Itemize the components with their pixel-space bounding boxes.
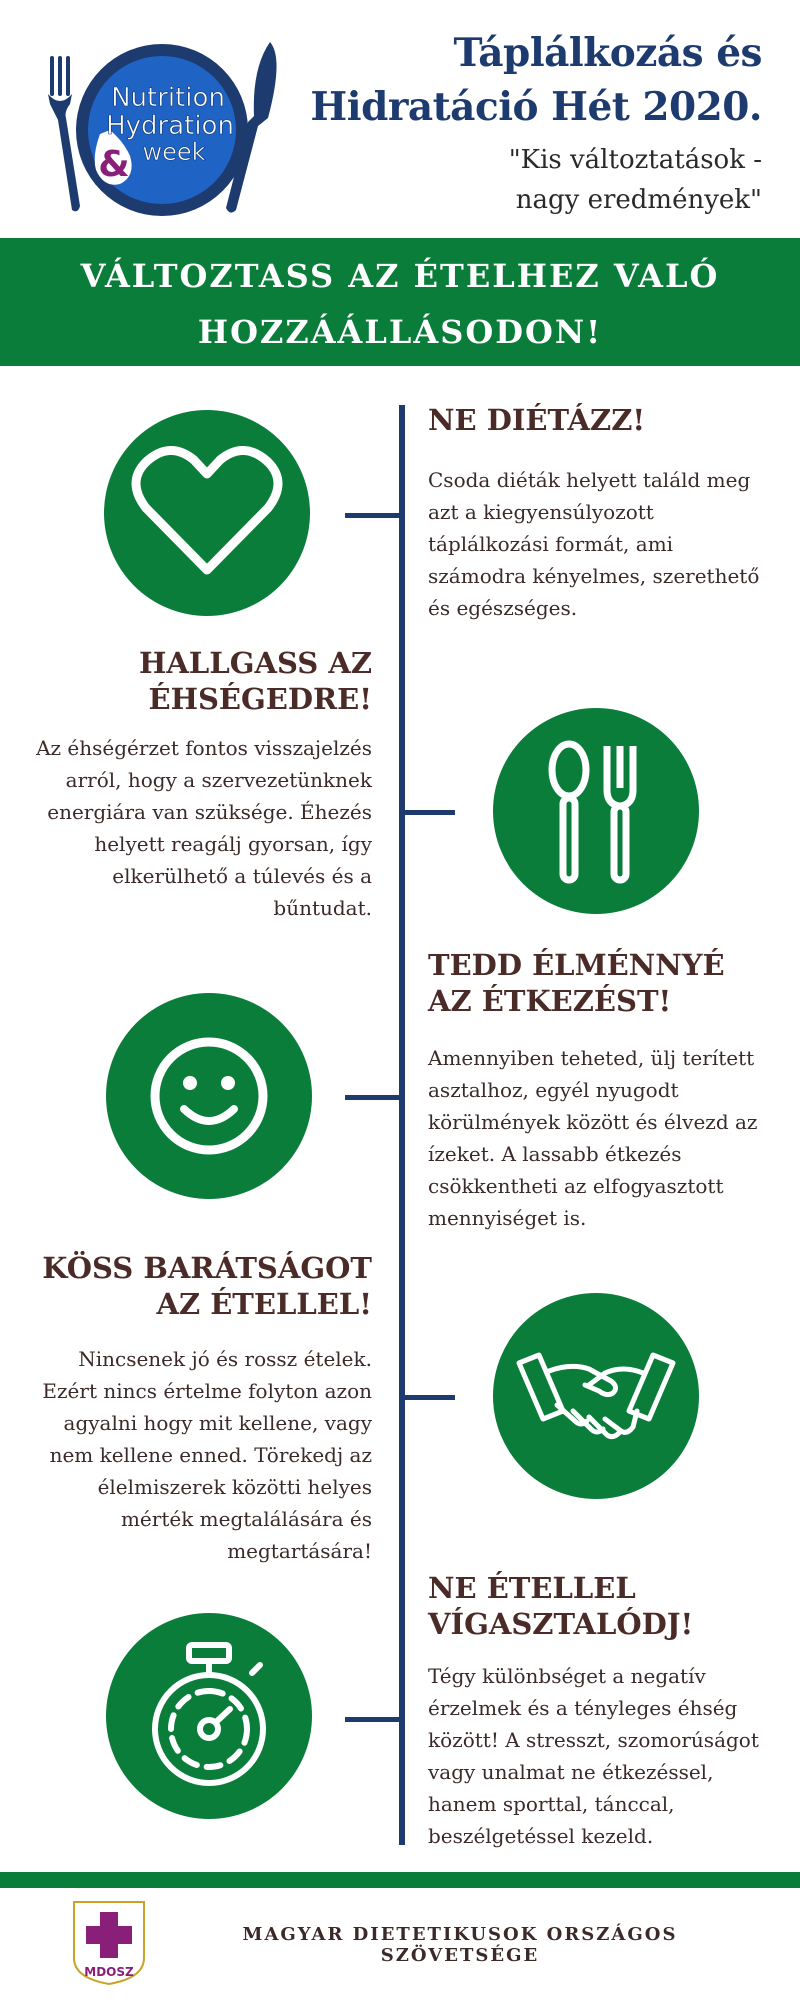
footer-divider	[0, 1872, 800, 1888]
banner-line2: HOZZÁÁLLÁSODON!	[197, 313, 603, 351]
timeline-connector	[345, 1717, 401, 1722]
title-line1: Táplálkozás és	[453, 30, 762, 76]
heading-line1: NE DIÉTÁZZ!	[428, 403, 646, 437]
spoon-fork-circle	[493, 708, 699, 914]
timeline-line	[399, 405, 405, 1845]
smiley-circle	[106, 993, 312, 1199]
timeline-connector	[403, 810, 455, 815]
logo-line2: Hydration	[106, 111, 234, 141]
title-line2: Hidratáció Hét 2020.	[310, 84, 762, 130]
mdosz-logo-text: MDOSZ	[84, 1965, 134, 1979]
section-heading	[70, 645, 372, 717]
handshake-circle	[493, 1293, 699, 1499]
heading-line1: HALLGASS AZ	[139, 646, 372, 680]
logo-ampersand: &	[98, 144, 130, 185]
organization-name: MAGYAR DIETETIKUSOK ORSZÁGOS SZÖVETSÉGE	[242, 1924, 678, 1966]
timeline-connector	[403, 1395, 455, 1400]
subtitle-line2: nagy eredmények"	[515, 185, 762, 215]
section-text: Az éhségérzet fontos visszajelzés arról, hogy a szervezetünknek energiára van szüksége. Éhezés helyett reagálj gyorsan, így elkerülhető a túlevés és a bűntudat.	[36, 736, 372, 920]
section-text: Tégy különbséget a negatív érzelmek és a tényleges éhség között! A stresszt, szomorúságot vagy unalmat ne étkezéssel, hanem sporttal, tánccal, beszélgetéssel kezeld.	[428, 1664, 759, 1848]
heading-line1: KÖSS BARÁTSÁGOT	[42, 1251, 372, 1285]
handshake-icon	[493, 1293, 699, 1499]
section-text: Nincsenek jó és rossz ételek. Ezért nincs értelme folyton azon agyalni hogy mit kellene, vagy nem kellene enned. Törekedj az élelmiszerek közötti helyes mérték megtalálására és megtartására!	[42, 1347, 372, 1563]
heart-circle	[104, 410, 310, 616]
stopwatch-circle	[106, 1613, 312, 1819]
page-subtitle	[292, 140, 762, 220]
stopwatch-icon	[106, 1613, 312, 1819]
smiley-icon	[106, 993, 312, 1199]
main-banner	[0, 238, 800, 366]
spoon-fork-icon	[493, 708, 699, 914]
section-text: Csoda diéták helyett találd meg azt a kiegyensúlyozott táplálkozási formát, ami számodra kényelmes, szerethető és egészséges.	[428, 468, 760, 620]
heading-line2: ÉHSÉGEDRE!	[148, 682, 372, 716]
nutrition-hydration-week-logo	[40, 38, 285, 218]
logo-line1: Nutrition	[111, 83, 225, 113]
heading-line1: NE ÉTELLEL	[428, 1571, 636, 1605]
section-text: Amennyiben teheted, ülj terített asztalhoz, egyél nyugodt körülmények között és élvezd az ízeket. A lassabb étkezés csökkentheti az elfogyasztott mennyiséget is.	[428, 1046, 758, 1230]
section-heading	[428, 402, 768, 438]
section-heading	[428, 1570, 768, 1642]
section-heading	[428, 947, 768, 1019]
mdosz-logo	[70, 1898, 148, 1986]
fork-icon	[48, 56, 80, 211]
heading-line1: TEDD ÉLMÉNNYÉ	[428, 948, 725, 982]
timeline-connector	[345, 513, 401, 518]
logo-line3: week	[142, 138, 206, 166]
section-heading	[20, 1250, 372, 1322]
heading-line2: VÍGASZTALÓDJ!	[428, 1607, 694, 1641]
subtitle-line1: "Kis változtatások -	[508, 145, 762, 175]
banner-line1: VÁLTOZTASS AZ ÉTELHEZ VALÓ	[80, 257, 720, 295]
page-title	[292, 26, 762, 134]
heading-line2: AZ ÉTELLEL!	[156, 1287, 372, 1321]
heading-line2: AZ ÉTKEZÉST!	[428, 984, 672, 1018]
heart-icon	[104, 410, 310, 616]
timeline-connector	[345, 1095, 401, 1100]
